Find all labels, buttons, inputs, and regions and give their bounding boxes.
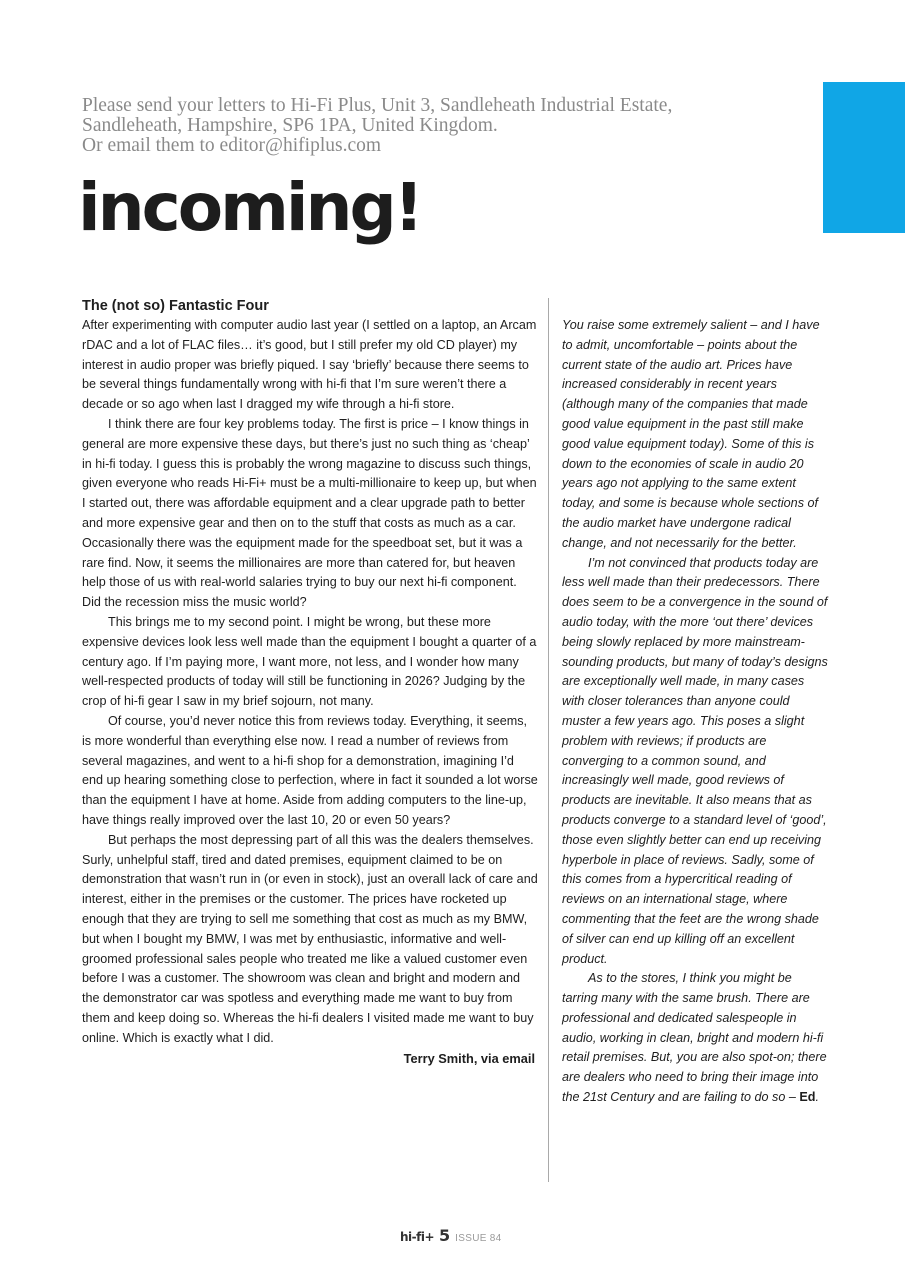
letter-signature: Terry Smith, via email [403, 1051, 535, 1067]
letter-paragraph: This brings me to my second point. I might be wrong, but these more expensive devices look less well made than the equipment I bought a quarter of a century ago. If I’m paying more, I want more, not less, and I wonder how many well-respected products of today will still be functioning in 2026? Judging by the crop of hi-fi gear I saw in my brief sojourn, not many. [82, 614, 537, 709]
letters-address [82, 96, 802, 156]
column-divider [548, 298, 549, 1182]
letter-paragraph: But perhaps the most depressing part of all this was the dealers themselves. Surly, unhelpful staff, tired and dated premises, equipment claimed to be on demonstration that wasn’t run in (or even in stock), just an overall lack of care and interest, either in the premises or the customer. The prices have rocketed up enough that they are trying to sell me something that cost as much as my BMW, but when I bought my BMW, I was met by enthusiastic, informative and well-groomed professional sales people who treated me like a valued customer even before I was a customer. The showroom was clean and bright and modern and the demonstrator car was spotless and everything made me want to buy from them and keep doing so. Whereas the hi-fi dealers I visited made me want to buy online. Which is exactly what I did. [82, 832, 538, 1045]
editor-reply [562, 316, 828, 1108]
page-footer [400, 1226, 501, 1246]
page-title: incoming! [78, 169, 421, 246]
letter-paragraph: After experimenting with computer audio last year (I settled on a laptop, an Arcam rDAC and a lot of FLAC files… it’s good, but I still prefer my old CD player) my interest in audio proper was briefly piqued. I say ‘briefly’ because there seems to be several things fundamentally wrong with hi-fi that I’m sure weren’t there a decade or so ago when last I dragged my wife through a hi-fi store. [82, 318, 537, 412]
editor-signoff: Ed [799, 1090, 816, 1105]
magazine-logo: hi-fi+ [400, 1230, 435, 1244]
address-line: Sandleheath, Hampshire, SP6 1PA, United Kingdom. [82, 115, 498, 136]
reply-paragraph [562, 969, 828, 1108]
reply-paragraph: You raise some extremely salient – and I have to admit, uncomfortable – points about the current state of the audio art. Prices have increased considerably in recent years (although many of the companies that made good value equipment in the past still make good value equipment today). Some of this is down to the economies of scale in audio 20 years ago not applying to the same extent today, and some is because whole sections of the audio market have undergone radical change, and not necessarily for the better. [562, 318, 820, 550]
issue-label: ISSUE 84 [455, 1233, 502, 1244]
reply-paragraph: I’m not convinced that products today are less well made than their predecessors. There does seem to be a convergence in the sound of audio today, with the more ‘out there’ devices being slowly replaced by more mainstream-sounding products, but many of today’s designs are exceptionally well made, in many cases with closer tolerances than anyone could muster a few years ago. This poses a slight problem with reviews; if products are converging to a common sound, and increasingly well made, good reviews of products are inevitable. It also means that as products converge to a standard level of ‘good’, those even slightly better can end up receiving hyperbole in place of reviews. Sadly, some of this comes from a hypercritical reading of reviews on an international stage, where commenting that the feet are the wrong shade of silver can end up killing off an excellent product. [562, 555, 828, 966]
address-line: Or email them to editor@hifiplus.com [82, 135, 382, 156]
letter-paragraph: Of course, you’d never notice this from reviews today. Everything, it seems, is more wonderful than everything else now. I read a number of reviews from several magazines, and went to a hi-fi shop for a demonstration, imagining I’d end up hearing something close to perfection, where in fact it sounded a lot worse than the equipment I have at home. Aside from adding computers to the line-up, have things really improved over the last 10, 20 or even 50 years? [82, 713, 538, 827]
section-color-tab [823, 82, 905, 233]
letter-title: The (not so) Fantastic Four [82, 298, 269, 314]
page-number: 5 [439, 1226, 451, 1245]
address-line: Please send your letters to Hi-Fi Plus, Unit 3, Sandleheath Industrial Estate, [82, 95, 673, 116]
reader-letter [82, 296, 538, 1069]
letter-paragraph: I think there are four key problems today. The first is price – I know things in general are more expensive these days, but there’s just no such thing as ‘cheap’ in hi-fi today. I guess this is probably the wrong magazine to discuss such things, given everyone who reads Hi-Fi+ must be a multi-millionaire to keep up, but when I started out, there was affordable equipment and a clear upgrade path to better and more expensive gear and then on to the stuff that costs as much as a car. Occasionally there was the equipment made for the speedboat set, but it was a rare find. Now, it seems the millionaires are more than catered for, but heaven help those of us with real-world salaries trying to buy our next hi-fi component. Did the recession miss the music world? [82, 416, 537, 610]
reply-end-punctuation: . [815, 1090, 819, 1105]
reply-paragraph-text: As to the stores, I think you might be tarring many with the same brush. There are professional and dedicated salespeople in audio, working in clean, bright and modern hi-fi retail premises. But, you are also spot-on; there are dealers who need to bring their image into the 21st Century and are failing to do so – [562, 971, 827, 1105]
